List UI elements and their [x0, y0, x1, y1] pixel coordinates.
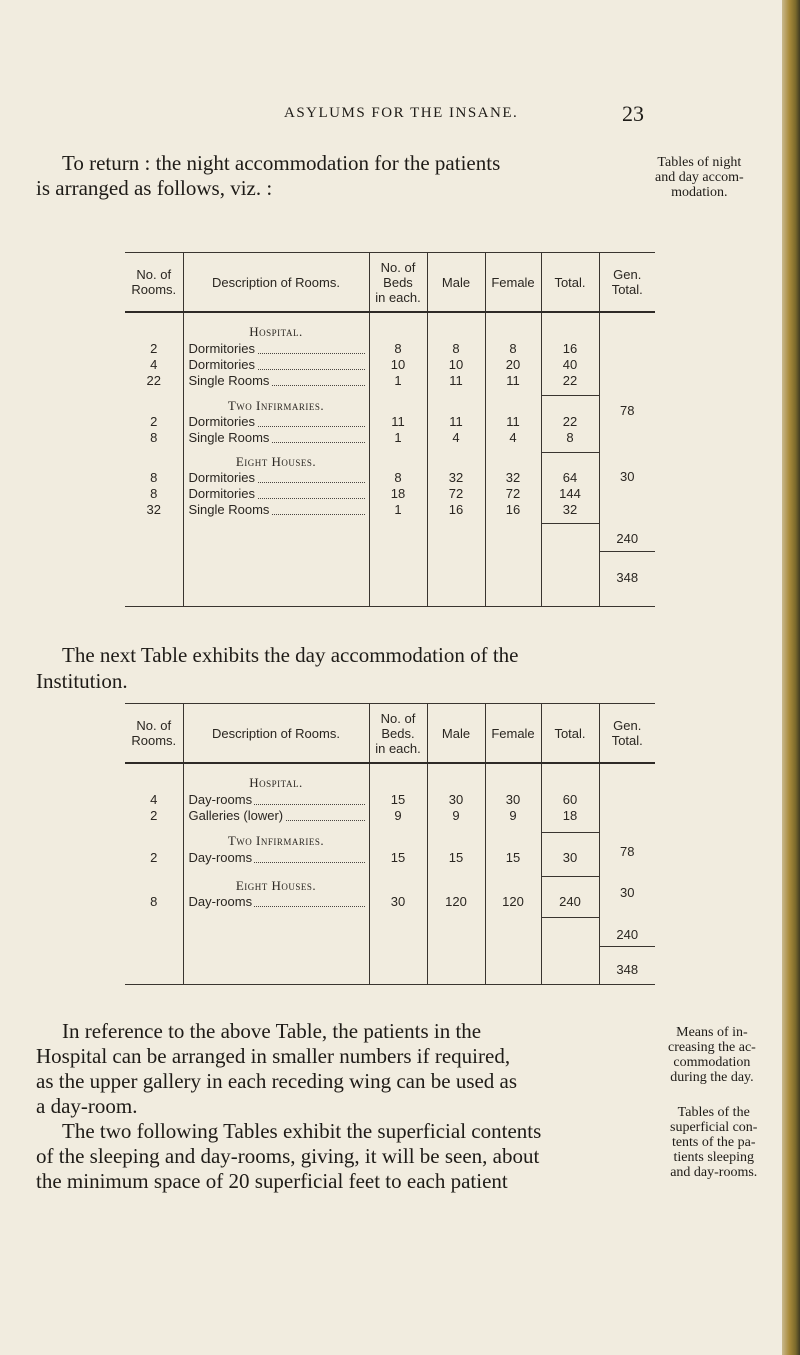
female-cell: 32: [505, 470, 521, 485]
rooms-column: [125, 764, 183, 984]
beds-cell: 1: [394, 373, 402, 388]
male-cell: 15: [448, 850, 464, 865]
group-heading: Eight Houses.: [235, 454, 317, 469]
beds-cell: 15: [390, 850, 406, 865]
rooms-cell: 2: [150, 341, 158, 356]
total-cell: 16: [562, 341, 578, 356]
intro-line-1: To return : the night accommodation for the patients: [62, 151, 501, 175]
col-header-female: Female: [485, 704, 541, 764]
subtotal-rule: [542, 452, 599, 453]
gen-total-cell: 78: [620, 403, 635, 418]
male-cell: 10: [448, 357, 464, 372]
group-heading: Eight Houses.: [235, 878, 317, 893]
margin-note-line: tents of the pa-: [671, 1135, 756, 1150]
day-accommodation-table: [125, 703, 655, 985]
gen-total-cell: 240: [616, 927, 639, 942]
mid-text-line-2: Institution.: [36, 669, 128, 693]
description-cell: Dormitories: [189, 357, 365, 373]
gen-total-cell: 30: [620, 885, 635, 900]
grand-total-cell: 348: [616, 570, 639, 585]
group-heading: Hospital.: [249, 775, 303, 790]
grand-total-rule: [600, 946, 656, 947]
grand-total-rule: [600, 551, 656, 552]
page-edge-shadow: [782, 0, 800, 1355]
rooms-cell: 8: [150, 430, 158, 445]
col-header-gen-total: Gen. Total.: [599, 253, 655, 313]
description-cell: Day-rooms: [189, 894, 365, 910]
description-cell: Single Rooms: [189, 430, 365, 446]
beds-cell: 8: [394, 341, 402, 356]
col-header-rooms: No. of Rooms.: [125, 704, 183, 764]
col-header-male: Male: [427, 704, 485, 764]
table-header-row: [125, 704, 655, 764]
rooms-cell: 8: [150, 486, 158, 501]
closing-line-7: the minimum space of 20 superficial feet to each patient: [36, 1169, 508, 1193]
male-cell: 16: [448, 502, 464, 517]
description-cell: Dormitories: [189, 414, 365, 430]
rooms-cell: 8: [150, 470, 158, 485]
mid-text-line-1: The next Table exhibits the day accommodation of the: [62, 643, 519, 667]
rooms-cell: 4: [150, 357, 158, 372]
total-cell: 30: [562, 850, 578, 865]
description-cell: Galleries (lower): [189, 808, 365, 824]
closing-line-3: as the upper gallery in each receding wing can be used as: [36, 1069, 518, 1093]
total-cell: 240: [559, 894, 581, 909]
total-cell: 8: [566, 430, 574, 445]
female-cell: 120: [502, 894, 524, 909]
total-column: [542, 764, 599, 984]
gen-total-column: [600, 764, 656, 984]
male-cell: 72: [448, 486, 464, 501]
female-cell: 30: [505, 792, 521, 807]
male-column: [428, 313, 485, 606]
margin-note-line: and day-rooms.: [670, 1165, 758, 1180]
total-cell: 18: [562, 808, 578, 823]
beds-column: [370, 313, 427, 606]
beds-cell: 11: [391, 414, 405, 429]
male-cell: 11: [449, 373, 463, 388]
table-body-row: [125, 312, 655, 607]
closing-line-2: Hospital can be arranged in smaller numbers if required,: [36, 1044, 511, 1068]
running-title: ASYLUMS FOR THE INSANE.: [284, 105, 519, 121]
margin-note-line: superficial con-: [670, 1120, 758, 1135]
margin-note-line: and day accom-: [655, 170, 744, 185]
male-cell: 9: [452, 808, 460, 823]
male-cell: 4: [452, 430, 460, 445]
intro-line-2: is arranged as follows, viz. :: [36, 176, 273, 200]
margin-note-line: Means of in-: [676, 1025, 748, 1040]
col-header-rooms: No. of Rooms.: [125, 253, 183, 313]
female-cell: 16: [505, 502, 521, 517]
total-cell: 32: [562, 502, 578, 517]
rooms-cell: 2: [150, 808, 158, 823]
total-cell: 22: [562, 373, 578, 388]
col-header-total: Total.: [541, 704, 599, 764]
subtotal-rule: [542, 876, 599, 877]
female-cell: 11: [506, 414, 520, 429]
margin-note-line: commodation: [673, 1055, 751, 1070]
female-cell: 9: [509, 808, 517, 823]
margin-note-line: tients sleeping: [673, 1150, 754, 1165]
closing-line-1: In reference to the above Table, the patients in the: [62, 1019, 482, 1043]
subtotal-rule: [542, 917, 599, 918]
female-column: [486, 764, 541, 984]
beds-cell: 18: [390, 486, 406, 501]
beds-cell: 1: [394, 502, 402, 517]
col-header-beds: No. of Beds in each.: [369, 253, 427, 313]
gen-total-column: [600, 313, 656, 606]
margin-note-night-day: [655, 155, 744, 200]
margin-note-line: Tables of night: [657, 155, 742, 170]
description-column: [184, 313, 369, 606]
description-cell: Day-rooms: [189, 850, 365, 866]
total-cell: 22: [562, 414, 578, 429]
grand-total-cell: 348: [616, 962, 639, 977]
rooms-column: [125, 313, 183, 606]
subtotal-rule: [542, 395, 599, 396]
col-header-total: Total.: [541, 253, 599, 313]
gen-total-cell: 30: [620, 469, 635, 484]
rooms-cell: 8: [150, 894, 158, 909]
description-cell: Dormitories: [189, 341, 365, 357]
total-cell: 144: [559, 486, 581, 501]
description-cell: Day-rooms: [189, 792, 365, 808]
rooms-cell: 2: [150, 414, 158, 429]
margin-note-line: Tables of the: [677, 1105, 750, 1120]
margin-note-line: during the day.: [670, 1070, 754, 1085]
female-cell: 15: [505, 850, 521, 865]
rooms-cell: 2: [150, 850, 158, 865]
beds-cell: 30: [390, 894, 406, 909]
male-cell: 30: [448, 792, 464, 807]
running-header: [0, 101, 780, 129]
closing-line-6: of the sleeping and day-rooms, giving, it will be seen, about: [36, 1144, 540, 1168]
col-header-beds: No. of Beds. in each.: [369, 704, 427, 764]
rooms-cell: 22: [146, 373, 161, 388]
group-heading: Two Infirmaries.: [227, 398, 325, 413]
description-cell: Single Rooms: [189, 502, 365, 518]
subtotal-rule: [542, 523, 599, 524]
beds-cell: 15: [390, 792, 406, 807]
beds-cell: 1: [394, 430, 402, 445]
beds-column: [370, 764, 427, 984]
total-cell: 60: [562, 792, 578, 807]
rooms-cell: 32: [146, 502, 161, 517]
group-heading: Hospital.: [249, 324, 303, 339]
group-heading: Two Infirmaries.: [227, 833, 325, 848]
female-column: [486, 313, 541, 606]
page-number: 23: [622, 101, 644, 126]
margin-note-superficial: [670, 1105, 757, 1180]
female-cell: 8: [509, 341, 517, 356]
col-header-female: Female: [485, 253, 541, 313]
closing-line-5: The two following Tables exhibit the superficial contents: [62, 1119, 542, 1143]
total-column: [542, 313, 599, 606]
col-header-description: Description of Rooms.: [183, 704, 369, 764]
description-cell: Single Rooms: [189, 373, 365, 389]
night-accommodation-table: [125, 252, 655, 607]
gen-total-cell: 240: [616, 531, 639, 546]
beds-cell: 10: [390, 357, 406, 372]
male-column: [428, 764, 485, 984]
margin-note-means: [668, 1025, 756, 1085]
female-cell: 72: [505, 486, 521, 501]
col-header-description: Description of Rooms.: [183, 253, 369, 313]
description-cell: Dormitories: [189, 486, 365, 502]
table-body-row: [125, 763, 655, 985]
male-cell: 11: [449, 414, 463, 429]
female-cell: 20: [505, 357, 521, 372]
table-header-row: [125, 253, 655, 313]
rooms-cell: 4: [150, 792, 158, 807]
closing-line-4: a day-room.: [36, 1094, 138, 1118]
male-cell: 8: [452, 341, 460, 356]
female-cell: 4: [509, 430, 517, 445]
col-header-male: Male: [427, 253, 485, 313]
subtotal-rule: [542, 832, 599, 833]
gen-total-cell: 78: [620, 844, 635, 859]
male-cell: 120: [445, 894, 467, 909]
female-cell: 11: [506, 373, 520, 388]
description-column: [184, 764, 369, 984]
male-cell: 32: [448, 470, 464, 485]
beds-cell: 8: [394, 470, 402, 485]
col-header-gen-total: Gen. Total.: [599, 704, 655, 764]
total-cell: 64: [562, 470, 578, 485]
description-cell: Dormitories: [189, 470, 365, 486]
total-cell: 40: [562, 357, 578, 372]
margin-note-line: modation.: [671, 185, 728, 200]
margin-note-line: creasing the ac-: [668, 1040, 756, 1055]
beds-cell: 9: [394, 808, 402, 823]
